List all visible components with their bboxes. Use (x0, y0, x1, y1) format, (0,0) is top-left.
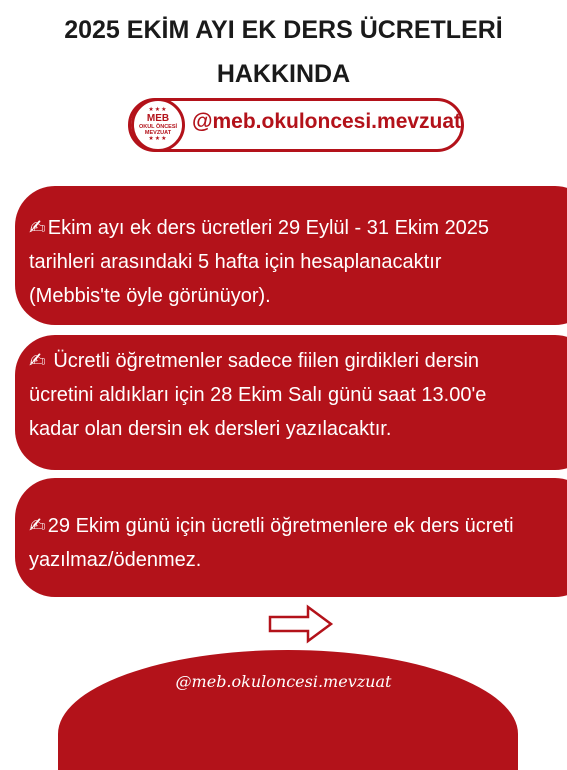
badge-meb: MEB (146, 113, 170, 124)
badge-line2: OKUL ÖNCESİ (138, 124, 178, 130)
info-card-1 (15, 186, 567, 325)
card-3-line-1: ✍ 29 Ekim günü için ücretli öğretmenlere ek ders ücreti (29, 515, 514, 537)
badge-stars-bottom: ★★★ (148, 136, 168, 142)
right-arrow-icon (268, 604, 334, 644)
writing-hand-icon: ✍ (29, 350, 46, 372)
card-2-line-1: ✍ Ücretli öğretmenler sadece fiilen girdikleri dersin (29, 350, 480, 372)
badge-line3: MEVZUAT (144, 130, 172, 136)
card-2-line-2: ücretini aldıkları için 28 Ekim Salı günü saat 13.00'e (29, 384, 487, 406)
title-line-1: 2025 EKİM AYI EK DERS ÜCRETLERİ (64, 16, 503, 44)
info-card-3 (15, 478, 567, 597)
card-2-line-3: kadar olan dersin ek dersleri yazılacaktır. (29, 418, 392, 440)
bottom-red-shape (58, 650, 518, 770)
title-line-2: HAKKINDA (216, 60, 351, 88)
card-1-line-1: ✍ Ekim ayı ek ders ücretleri 29 Eylül - 31 Ekim 2025 (29, 217, 490, 239)
info-card-2 (15, 335, 567, 470)
page-title (0, 8, 567, 96)
handle-text: @meb.okuloncesi.mevzuat (192, 110, 462, 133)
meb-logo-badge (131, 98, 185, 152)
card-1-line-3: (Mebbis'te öyle görünüyor). (29, 285, 271, 307)
card-3-line-2: yazılmaz/ödenmez. (29, 549, 202, 571)
writing-hand-icon: ✍ (29, 515, 46, 537)
card-1-line-2: tarihleri arasındaki 5 hafta için hesaplanacaktır (29, 251, 442, 273)
writing-hand-icon: ✍ (29, 217, 46, 239)
badge-stars-top: ★★★ (148, 107, 168, 113)
signature-watermark: @meb.okuloncesi.mevzuat (175, 672, 392, 691)
